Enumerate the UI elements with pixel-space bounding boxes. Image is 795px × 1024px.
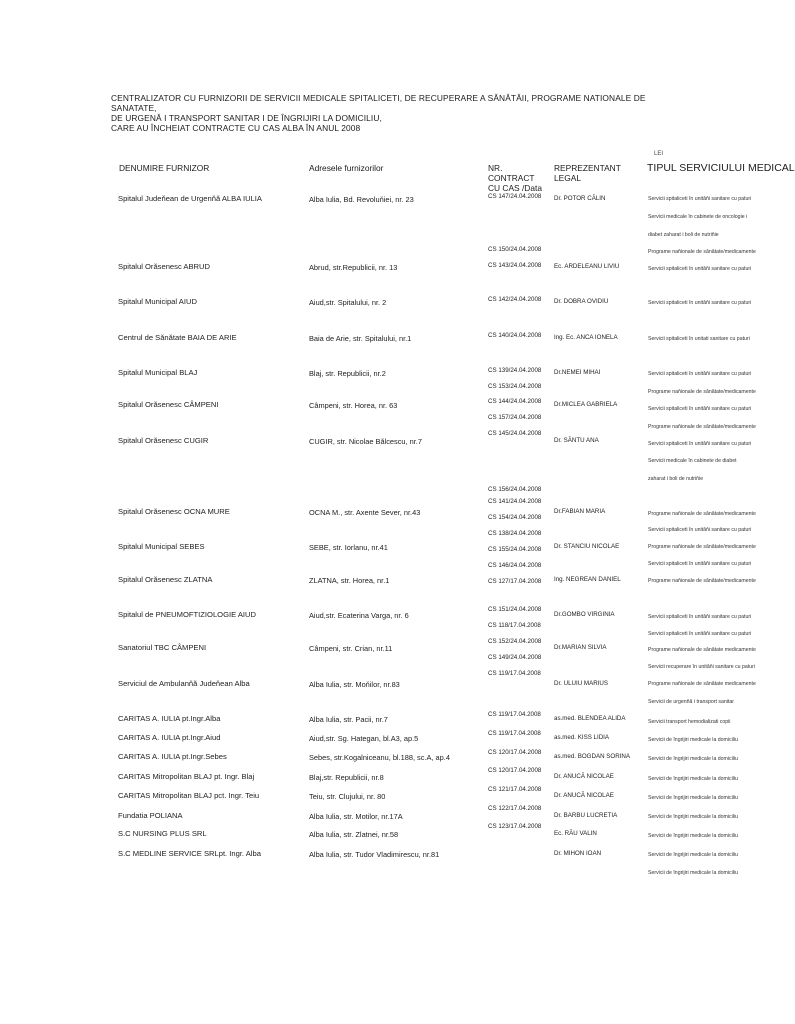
service-type: Servicii de îngrijiri medicale la domiciliu [648,833,738,839]
legal-representative: Dr. BARBU LUCRETIA [554,812,618,819]
provider-address: Aiud,str. Sg. Hategan, bl.A3, ap.5 [309,734,419,743]
provider-address: Alba Iulia, str. Tudor Vladimirescu, nr.81 [309,850,440,859]
service-type: Servicii de îngrijiri medicale la domiciliu [648,852,738,858]
service-type: Programe naňionale de sănătate medicamente [648,681,756,687]
provider-name: CARITAS Mitropolitan BLAJ pt. Ingr. Blaj [118,772,255,781]
contract-number: CS 142/24.04.2008 [488,296,542,303]
legal-representative: Dr. ANUCĂ NICOLAE [554,792,614,799]
provider-address: Blaj, str. Republicii, nr.2 [309,369,386,378]
service-type: Servicii recuperare în unităňi sanitare cu paturi [648,664,755,670]
provider-name: Centrul de Sănătate BAIA DE ARIE [118,333,237,342]
service-type: Servicii de îngrijiri medicale la domiciliu [648,737,738,743]
legal-representative: Dr. SĂNTU ANA [554,437,599,444]
legal-representative: Ing. Ec. ANCA IONELA [554,334,618,341]
provider-address: Aiud,str. Ecaterina Varga, nr. 6 [309,611,409,620]
column-header-denumire: DENUMIRE FURNIZOR [119,163,210,173]
service-type: Programe naňionale de sănătate/medicamente [648,424,756,430]
service-type: zaharat i boli de nutriňie [648,476,704,482]
provider-name: Spitalul Orăsenesc CÂMPENI [118,400,219,409]
service-type: Servicii de îngrijiri medicale la domiciliu [648,795,738,801]
provider-name: Spitalul Judeňean de Urgenňă ALBA IULIA [118,194,262,203]
provider-address: Câmpeni, str. Horea, nr. 63 [309,401,398,410]
service-type: Servicii spitaliceti în unităňi sanitare cu paturi [648,196,752,202]
provider-name: Spitalul Municipal SEBES [118,542,205,551]
provider-name: S.C MEDLINE SERVICE SRLpt. Ingr. Alba [118,849,261,858]
contract-number: CS 121/17.04.2008 [488,786,542,793]
contract-number: CS 122/17.04.2008 [488,805,542,812]
provider-address: CUGIR, str. Nicolae Bălcescu, nr.7 [309,437,422,446]
contract-number: CS 120/17.04.2008 [488,749,542,756]
provider-address: Alba Iulia, str. Zlatnei, nr.58 [309,830,399,839]
service-type: Servicii spitaliceti în unităňi sanitare cu paturi [648,406,752,412]
contract-number: CS 140/24.04.2008 [488,332,542,339]
provider-name: Spitalul Orăsenesc ABRUD [118,262,211,271]
column-header-nr-contract [488,163,542,193]
service-type: Servicii medicale în cabinete de oncologie i [648,214,748,220]
service-type: Programe naňionale de sănătate/medicamente [648,249,756,255]
contract-number: CS 146/24.04.2008 [488,562,542,569]
provider-address: ZLATNA, str. Horea, nr.1 [309,576,390,585]
legal-representative: as.med. KISS LIDIA [554,734,610,741]
legal-representative: Dr. STANCIU NICOLAE [554,543,620,550]
title-line: SANATATE, [111,103,157,113]
column-header-line: CONTRACT [488,173,535,183]
legal-representative: as.med. BLENDEA ALIDA [554,715,626,722]
contract-number: CS 143/24.04.2008 [488,262,542,269]
contract-number: CS 147/24.04.2008 [488,193,542,200]
service-type: diabet zaharat i boli de nutriňie [648,232,719,238]
provider-address: Sebes, str.Kogalniceanu, bl.188, sc.A, ap.4 [309,753,450,762]
legal-representative: Ec. RĂU VALIN [554,830,597,837]
provider-address: Alba Iulia, str. Moňilor, nr.83 [309,680,400,689]
provider-name: Spitalul Orăsenesc ZLATNA [118,575,213,584]
provider-address: SEBE, str. Iorlanu, nr.41 [309,543,388,552]
legal-representative: Dr. MIHON IOAN [554,850,602,857]
provider-name: Serviciul de Ambulanňă Judeňean Alba [118,679,250,688]
contract-number: CS 119/17.04.2008 [488,730,541,737]
legal-representative: Dr.FABIAN MARIA [554,508,606,515]
contract-number: CS 154/24.04.2008 [488,514,542,521]
contract-number: CS 138/24.04.2008 [488,530,542,537]
provider-name: CARITAS A. IULIA pt.Ingr.Aiud [118,733,221,742]
contract-number: CS 145/24.04.2008 [488,430,542,437]
column-header-line: LEGAL [554,173,582,183]
provider-address: Aiud,str. Spitalului, nr. 2 [309,298,387,307]
contract-number: CS 153/24.04.2008 [488,383,542,390]
contract-number: CS 150/24.04.2008 [488,246,542,253]
provider-address: Alba Iulia, str. Motilor, nr.17A [309,812,403,821]
column-header-adresa: Adresele furnizorilor [309,163,384,173]
legal-representative: Dr.MICLEA GABRIELA [554,401,618,408]
column-header-line: NR. [488,163,503,173]
service-type: Servicii de îngrijiri medicale la domiciliu [648,814,738,820]
contract-number: CS 151/24.04.2008 [488,606,542,613]
service-type: Servicii spitaliceti în unităňi sanitare cu paturi [648,441,752,447]
provider-name: Spitalul Municipal BLAJ [118,368,198,377]
provider-address: Alba Iulia, str. Pacii, nr.7 [309,715,388,724]
legal-representative: Ec. ARDELEANU LIVIU [554,263,620,270]
service-type: Programe naňionale de sănătate/medicamente [648,578,756,584]
provider-name: CARITAS Mitropolitan BLAJ pct. Ingr. Teiu [118,791,260,800]
legal-representative: Dr. ULUIU MARIUS [554,680,608,687]
contract-number: CS 119/17.04.2008 [488,711,541,718]
provider-address: Câmpeni, str. Crian, nr.11 [309,644,393,653]
service-type: Servicii spitaliceti în unităňi sanitare cu paturi [648,371,752,377]
service-type: Servicii spitaliceti în unităňi sanitare cu paturi [648,527,752,533]
provider-name: Spitalul de PNEUMOFTIZIOLOGIE AIUD [118,610,256,619]
contract-number: CS 157/24.04.2008 [488,414,542,421]
legal-representative: Dr. POTOR CĂLIN [554,195,606,202]
legal-representative: Dr.MARIAN SILVIA [554,644,607,651]
provider-name: Spitalul Municipal AIUD [118,297,197,306]
provider-address: Baia de Arie, str. Spitalului, nr.1 [309,334,412,343]
contract-number: CS 118/17.04.2008 [488,622,541,629]
title-line: CARE AU ÎNCHEIAT CONTRACTE CU CAS ALBA ÎN ANUL 2008 [111,123,361,133]
title-line: DE URGENĂ I TRANSPORT SANITAR I DE ÎNGRIJIRI LA DOMICILIU, [111,113,382,123]
column-header-tipul-serviciului: TIPUL SERVICIULUI MEDICAL [647,162,795,174]
contract-number: CS 127/17.04.2008 [488,578,542,585]
provider-address: OCNA M., str. Axente Sever, nr.43 [309,508,421,517]
provider-name: Spitalul Orăsenesc CUGIR [118,436,209,445]
service-type: Servicii de îngrijiri medicale la domiciliu [648,776,738,782]
service-type: Servicii spitaliceti în unităňi sanitare cu paturi [648,300,752,306]
service-type: Servicii medicale în cabinete de diabet [648,458,737,464]
provider-name: CARITAS A. IULIA pt.Ingr.Alba [118,714,221,723]
contract-number: CS 119/17.04.2008 [488,670,541,677]
contract-number: CS 141/24.04.2008 [488,498,542,505]
service-type: Servicii de îngrijiri medicale la domiciliu [648,756,738,762]
contract-number: CS 123/17.04.2008 [488,823,542,830]
legal-representative: as.med. BOGDAN SORINA [554,753,630,760]
service-type: Servicii spitaliceti în unităňi sanitare cu paturi [648,266,752,272]
title-line: CENTRALIZATOR CU FURNIZORII DE SERVICII MEDICALE SPITALICETI, DE RECUPERARE A SĂNĂTĂII, PROGRAME NATIONALE DE [111,93,646,103]
column-header-reprezentant [554,163,621,183]
contract-number: CS 149/24.04.2008 [488,654,542,661]
service-type: Servicii de urgenňă i transport sanitar [648,699,734,705]
provider-name: Sanatoriul TBC CÂMPENI [118,643,207,652]
contract-number: CS 144/24.04.2008 [488,398,542,405]
legal-representative: Dr. DOBRA OVIDIU [554,298,609,305]
legal-representative: Dr.GOMBO VIRGINIA [554,611,615,618]
service-type: Programe naňionale de sănătate/medicamente [648,511,756,517]
provider-name: CARITAS A. IULIA pt.Ingr.Sebes [118,752,227,761]
service-type: Servicii de îngrijiri medicale la domiciliu [648,870,738,876]
column-header-lei: LEI [654,151,664,157]
contract-number: CS 155/24.04.2008 [488,546,542,553]
service-type: Programe naňionale de sănătate medicamente [648,647,756,653]
provider-name: Fundatia POLIANA [118,811,183,820]
service-type: Programe naňionale de sănătate/medicamente [648,389,756,395]
contract-number: CS 152/24.04.2008 [488,638,542,645]
provider-address: Teiu, str. Clujului, nr. 80 [309,792,386,801]
provider-name: Spitalul Orăsenesc OCNA MURE [118,507,230,516]
legal-representative: Dr. ANUCĂ NICOLAE [554,773,614,780]
service-type: Servicii transport hemodializati copii [648,719,731,725]
contract-number: CS 139/24.04.2008 [488,367,542,374]
legal-representative: Ing. NEGREAN DANIEL [554,576,621,583]
contract-number: CS 156/24.04.2008 [488,486,542,493]
service-type: Servicii spitaliceti în unităňi sanitare cu paturi [648,631,752,637]
service-type: Programe naňionale de sănătate/medicamente [648,544,756,550]
service-type: Servicii spitaliceti în unităňi sanitare cu paturi [648,561,752,567]
contract-number: CS 120/17.04.2008 [488,767,542,774]
provider-name: S.C NURSING PLUS SRL [118,829,207,838]
document-title [111,93,651,133]
legal-representative: Dr.NEMEI MIHAI [554,369,601,376]
provider-address: Blaj,str. Republicii, nr.8 [309,773,384,782]
service-type: Servicii spitaliceti în unităňi sanitare cu paturi [648,614,752,620]
provider-address: Abrud, str.Republicii, nr. 13 [309,263,398,272]
provider-address: Alba Iulia, Bd. Revoluňiei, nr. 23 [309,195,414,204]
service-type: Servicii spitaliceti în unitati sanitare cu paturi [648,336,750,342]
column-header-line: CU CAS /Data [488,183,542,193]
column-header-line: REPREZENTANT [554,163,621,173]
